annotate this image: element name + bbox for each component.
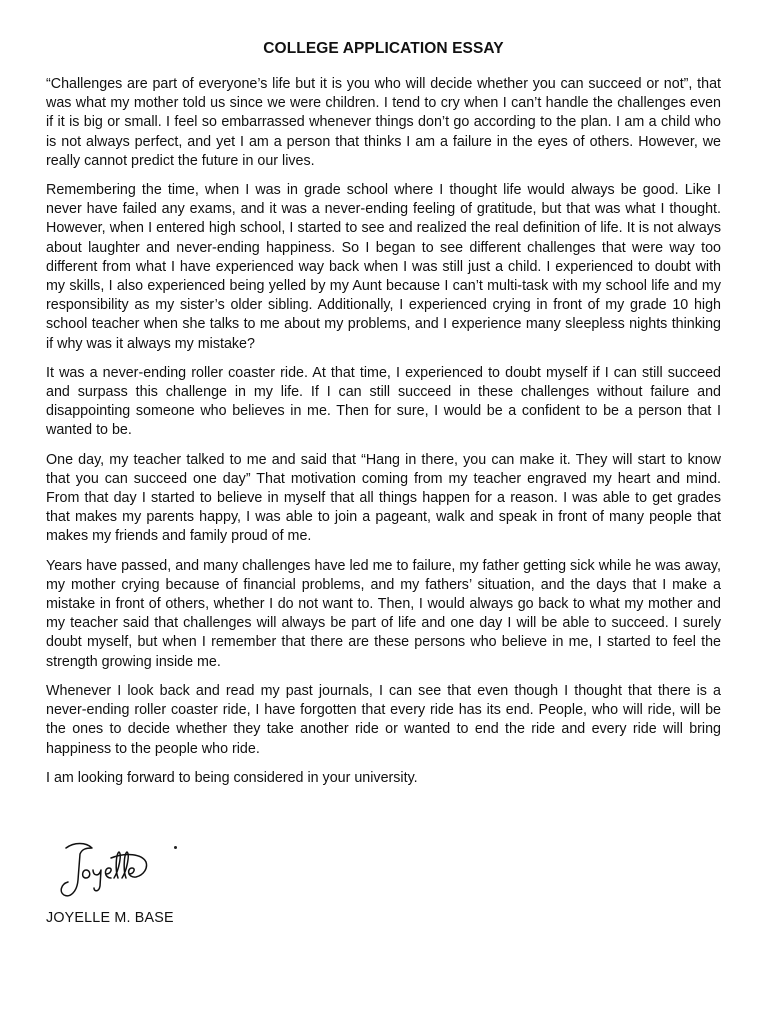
- essay-paragraph-5: Years have passed, and many challenges have led me to failure, my father getting sick while he was away, my mother crying because of financial problems, and my fathers’ situation, and the days that I make a mistake in front of others, whether I do not want to. Then, I would always go back to what my mother and my teacher said that challenges will always be part of life and one day I will be able to succeed. I surely doubt myself, but when I remember that there are these persons who believe in me, I started to feel the strength growing inside me.: [46, 557, 721, 670]
- handwritten-signature: [56, 840, 186, 902]
- essay-page: [46, 40, 721, 798]
- essay-paragraph-3: It was a never-ending roller coaster ride. At that time, I experienced to doubt myself if I can still succeed and surpass this challenge in my life. If I can still succeed in these challenges without failure and disappointing someone who believes in me. Then for sure, I would be a confident to be a person that I wanted to be.: [46, 364, 721, 439]
- essay-paragraph-2: Remembering the time, when I was in grade school where I thought life would always be good. Like I never have failed any exams, and it was a never-ending feeling of gratitude, but that was what I thought. However, when I entered high school, I started to see and realized the real definition of life. It is not always about laughter and never-ending happiness. So I began to see different challenges that were way too different from what I have experienced way back when I was still just a child. I experienced to doubt with my skills, I also experienced being yelled by my Aunt because I can’t multi-task with my school life and my responsibility as my sister’s older sibling. Additionally, I experienced crying in front of my grade 10 high school teacher when she talks to me about my problems, and I experience many sleepless nights thinking if why was it always my mistake?: [46, 182, 721, 352]
- essay-title: COLLEGE APPLICATION ESSAY: [263, 40, 504, 57]
- signature-dot: [174, 846, 177, 849]
- essay-paragraph-4: One day, my teacher talked to me and said that “Hang in there, you can make it. They will start to know that you can succeed one day” That motivation coming from my teacher engraved my heart and mind. From that day I started to believe in myself that all things happen for a reason. I was able to get grades that makes my parents happy, I was able to join a pageant, walk and speak in front of many people that makes my friends and family proud of me.: [46, 451, 721, 545]
- essay-paragraph-1: “Challenges are part of everyone’s life but it is you who will decide whether you can succeed or not”, that was what my mother told us since we were children. I tend to cry when I can’t handle the challenges even if it is big or small. I feel so embarrassed whenever things don’t go according to the plan. I am a child who is not always perfect, and yet I am a person that thinks I am a failure in the eyes of others. However, we really cannot predict the future in our lives.: [46, 76, 721, 169]
- essay-paragraph-6: Whenever I look back and read my past journals, I can see that even though I thought that there is a never-ending roller coaster ride, I have forgotten that every ride has its end. People, who will ride, will be the ones to decide whether they take another ride or wanted to end the ride and every ride will bring happiness to the people who ride.: [46, 682, 721, 757]
- signer-name: JOYELLE M. BASE: [46, 910, 174, 926]
- essay-closing: I am looking forward to being considered in your university.: [46, 769, 418, 786]
